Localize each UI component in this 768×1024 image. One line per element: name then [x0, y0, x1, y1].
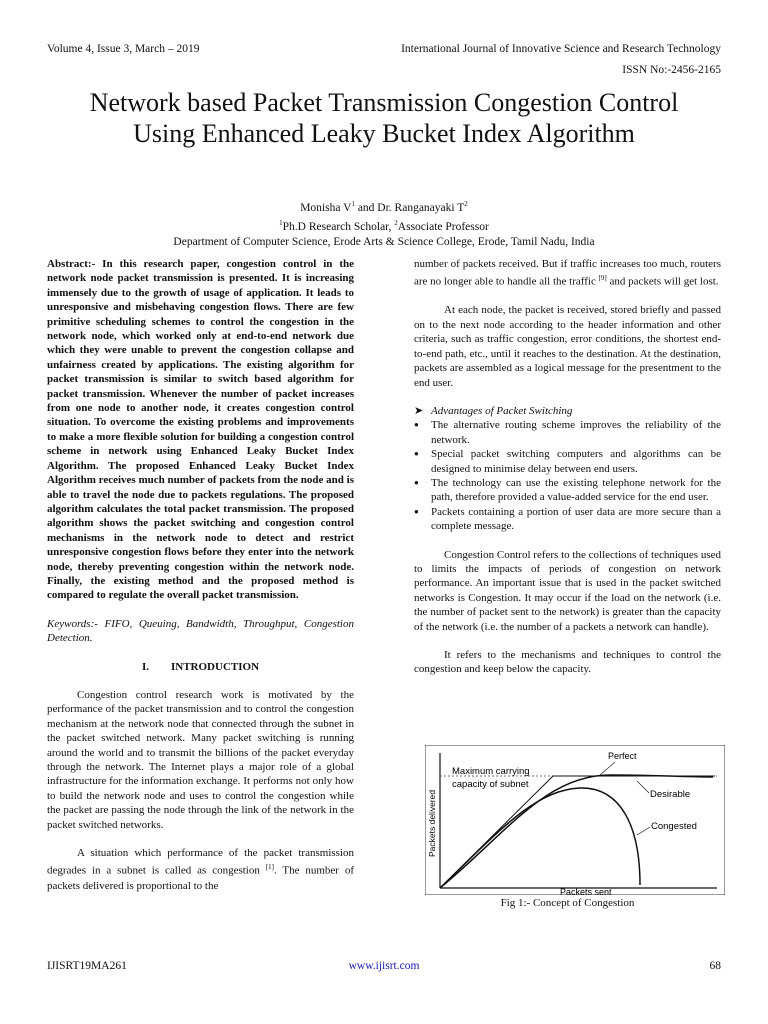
right-paragraph-1: At each node, the packet is received, stored briefly and passed on to the next node according to the header information and other criteria, such as traffic congestion, error conditions, the shortest end-to-end path, etc., until it reaches to the destination. At the destination, packets are assembled as a logical message for the presentment to the end user.: [414, 304, 721, 389]
right-paragraph-0: [414, 257, 721, 289]
issn: ISSN No:-2456-2165: [622, 64, 721, 76]
list-item: ● Packets containing a portion of user data are more secure than a complete message.: [414, 505, 721, 534]
department: Department of Computer Science, Erode Arts & Science College, Erode, Tamil Nadu, India: [173, 235, 595, 248]
right-paragraph-2: Congestion Control refers to the collections of techniques used to limits the impacts of periods of congestion on network performance. An important issue that is used in the packet switched networks is Congestion. It may occur if the load on the network (i.e. the number of packet sent to the network) is greater than the capacity of the network (i.e. the number of a packets a network can handle).: [414, 548, 721, 633]
advantages-list: [414, 418, 721, 533]
list-item: ● The technology can use the existing telephone network for the path, therefore provided a value-added service for the end user.: [414, 476, 721, 505]
aff-2: Associate Professor: [397, 220, 489, 233]
journal-url[interactable]: www.ijisrt.com: [348, 960, 420, 972]
author-2: and Dr. Ranganayaki T: [354, 201, 465, 214]
aff-1-sup: 1: [279, 218, 283, 227]
author-2-sup: 2: [464, 200, 468, 208]
y-axis-label: Packets delivered: [427, 789, 437, 857]
left-column: [47, 257, 354, 893]
author-block: [0, 197, 768, 250]
x-axis-label: Packets sent: [560, 887, 612, 895]
figure-caption: Fig 1:- Concept of Congestion: [500, 897, 635, 909]
citation-1[interactable]: [1]: [265, 863, 274, 872]
label-max-1: Maximum carrying: [452, 766, 530, 777]
keywords: Keywords:- FIFO, Queuing, Bandwidth, Throughput, Congestion Detection.: [47, 617, 354, 645]
abstract: Abstract:- In this research paper, congestion control in the network node packet transmission is presented. It is increasing immensely due to the growth of usage of application. It leads to unresponsive and misbehaving congestion flows. There are few primitive scheduling schemes to control the congestion in the network node, which worked only at end-to-end network due which they were unable to prevent the congestion collapse and unfairness created by applications. The existing algorithm for packet transmission is similar to switch based algorithm for packet transmission. Whenever the number of packet increases from one node to another node, it creates congestion control situation. To overcome the existing problems and improvements to make a more flexible solution for building a congestion control scheme in network using Enhanced Leaky Bucket Index Algorithm. The proposed Enhanced Leaky Bucket Index Algorithm receives much number of packets from the node and is able to travel the node due to packets regulations. The proposed algorithm calculates the total packet transmission. The proposed algorithm shows the packet switching and congestion control mechanisms in the network node to detect and restrict unresponsive congestion flows before they enter into the network node, thereby preventing congestion within the network node. Finally, the existing method and the proposed method is compared to regulate the overall packet transmission.: [47, 258, 354, 602]
list-item: ● The alternative routing scheme improves the reliability of the network.: [414, 418, 721, 447]
arrow-bullet-icon: ➤: [414, 404, 424, 417]
section-heading-introduction: I. INTRODUCTION: [141, 660, 260, 673]
intro-p2-text-end: . The number of packets delivered is proportional to the: [47, 865, 354, 892]
intro-p2-text: A situation which performance of the packet transmission degrades in a subnet is called as congestion: [47, 847, 354, 878]
page-number: 68: [709, 960, 721, 972]
volume-info: Volume 4, Issue 3, March – 2019: [47, 43, 200, 55]
aff-2-sup: 2: [394, 218, 398, 227]
author-line: [0, 197, 768, 216]
affiliation-line: [0, 216, 768, 235]
paper-id: IJISRT19MA261: [47, 960, 127, 972]
journal-name: International Journal of Innovative Science and Research Technology: [401, 43, 721, 55]
label-desirable: Desirable: [650, 789, 691, 800]
right-p0-text-end: and packets will get lost.: [606, 276, 719, 289]
intro-paragraph-2: [47, 846, 354, 893]
aff-1: Ph.D Research Scholar,: [282, 220, 395, 233]
subheading-advantages: [414, 404, 721, 418]
right-p0-text: number of packets received. But if traffic increases too much, routers are no longer able to handle all the traffic: [414, 258, 721, 289]
paper-title: Network based Packet Transmission Congestion Control Using Enhanced Leaky Bucket Index Algorithm: [89, 88, 679, 148]
author-1: Monisha V: [300, 201, 352, 214]
intro-paragraph-1: Congestion control research work is motivated by the performance of the packet transmission and to control the congestion mechanism at the network node that connected through the subnet in the packet switched network. Many packet switching is running around the world and to transmit the billions of the packet everyday through the network. The Internet plays a major role of a global infrastructure for the information exchange. It performs not only how to build the network node and uses to control the congestion while the packet are passing the node through the link of the network in the packet switched networks.: [47, 688, 354, 831]
right-paragraph-3: It refers to the mechanisms and techniques to control the congestion and keep below the capacity.: [414, 649, 721, 676]
label-perfect: Perfect: [608, 751, 637, 761]
label-congested: Congested: [651, 821, 697, 832]
list-item: ● Special packet switching computers and algorithms can be designed to minimise delay between end users.: [414, 447, 721, 476]
author-1-sup: 1: [351, 200, 355, 208]
citation-9[interactable]: [9]: [598, 274, 607, 283]
congestion-figure: [425, 745, 725, 895]
subheading-text: Advantages of Packet Switching: [431, 404, 573, 417]
right-column: [414, 257, 721, 677]
label-max-2: capacity of subnet: [452, 779, 529, 790]
